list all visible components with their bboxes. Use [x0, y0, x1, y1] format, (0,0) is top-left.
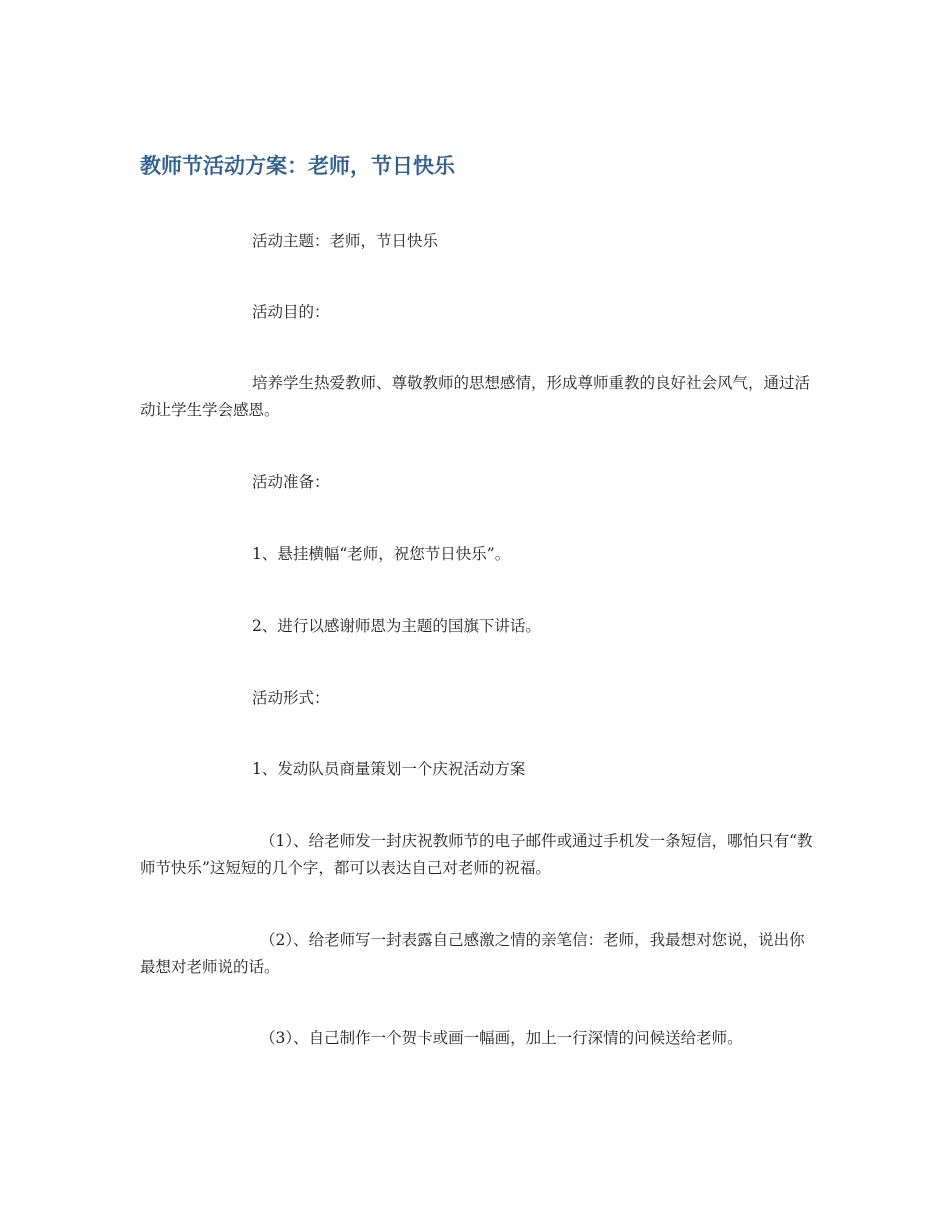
paragraph-activity-purpose-heading: 活动目的： [252, 303, 330, 321]
paragraph-form-subitem-3: （3）、自己制作一个贺卡或画一幅画，加上一行深情的问候送给老师。 [260, 1029, 743, 1047]
paragraph-form-subitem-2: （2）、给老师写一封表露自己感激之情的亲笔信：老师，我最想对您说，说出你最想对老师说的话。 [140, 931, 805, 976]
paragraph-activity-preparation-heading: 活动准备： [252, 473, 330, 491]
paragraph-form-item-1: 1、发动队员商量策划一个庆祝活动方案 [252, 760, 526, 778]
document-title: 教师节活动方案：老师，节日快乐 [140, 154, 455, 178]
paragraph-activity-form-heading: 活动形式： [252, 689, 330, 707]
paragraph-preparation-item-2: 2、进行以感谢师恩为主题的国旗下讲话。 [252, 617, 541, 635]
paragraph-preparation-item-1: 1、悬挂横幅“老师，祝您节日快乐”。 [252, 545, 511, 563]
paragraph-activity-purpose-body: 培养学生热爱教师、尊敬教师的思想感情，形成尊师重教的良好社会风气，通过活动让学生学会感恩。 [140, 374, 811, 419]
paragraph-form-subitem-1: （1）、给老师发一封庆祝教师节的电子邮件或通过手机发一条短信，哪怕只有“教师节快乐”这短短的几个字，都可以表达自己对老师的祝福。 [140, 832, 813, 877]
paragraph-activity-theme: 活动主题：老师，节日快乐 [252, 232, 439, 250]
